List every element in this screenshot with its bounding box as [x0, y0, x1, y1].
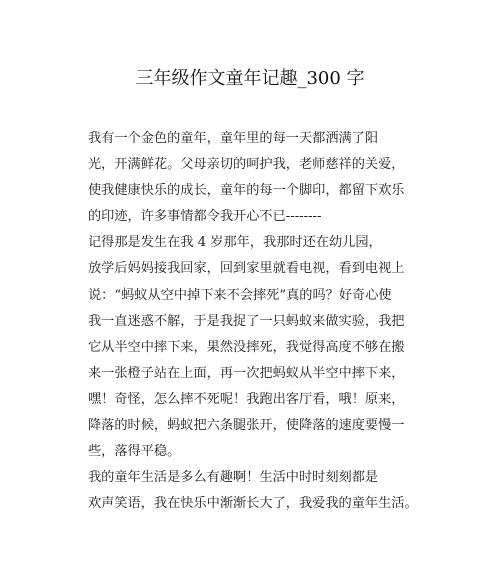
body-line: 说：“蚂蚁从空中掉下来不会摔死”真的吗？好奇心使	[88, 287, 392, 303]
body-line: 嘿！奇怪，怎么摔不死呢！我跑出客厅看，哦！原来，	[88, 391, 405, 407]
body-line: 光，开满鲜花。父母亲切的呵护我，老师慈祥的关爱，	[88, 157, 405, 173]
body-line: 欢声笑语，我在快乐中渐渐长大了，我爱我的童年生活。	[88, 496, 418, 512]
body-line: 我一直迷惑不解，于是我捉了一只蚂蚁来做实验，我把	[88, 313, 405, 329]
body-line: 些，落得平稳。	[88, 444, 181, 460]
body-line: 来一张橙子站在上面，再一次把蚂蚁从半空中摔下来，	[88, 365, 405, 381]
body-line: 我的童年生活是多么有趣啊！生活中时时刻刻都是	[88, 470, 379, 486]
body-line: 使我健康快乐的成长，童年的每一个脚印，都留下欢乐	[88, 183, 405, 199]
document-title: 三年级作文童年记趣_300 字	[135, 68, 365, 89]
body-line: 记得那是发生在我 4 岁那年，我那时还在幼儿园，	[88, 235, 382, 251]
body-line: 放学后妈妈接我回家，回到家里就看电视，看到电视上	[88, 261, 405, 277]
document-body	[88, 126, 428, 517]
body-line: 降落的时候，蚂蚁把六条腿张开，使降落的速度要慢一	[88, 418, 405, 434]
body-line: 我有一个金色的童年，童年里的每一天都洒满了阳	[88, 131, 379, 146]
body-line: 它从半空中摔下来，果然没摔死，我觉得高度不够在搬	[88, 339, 405, 355]
body-line: 的印迹，许多事情都令我开心不已--------	[88, 209, 322, 225]
